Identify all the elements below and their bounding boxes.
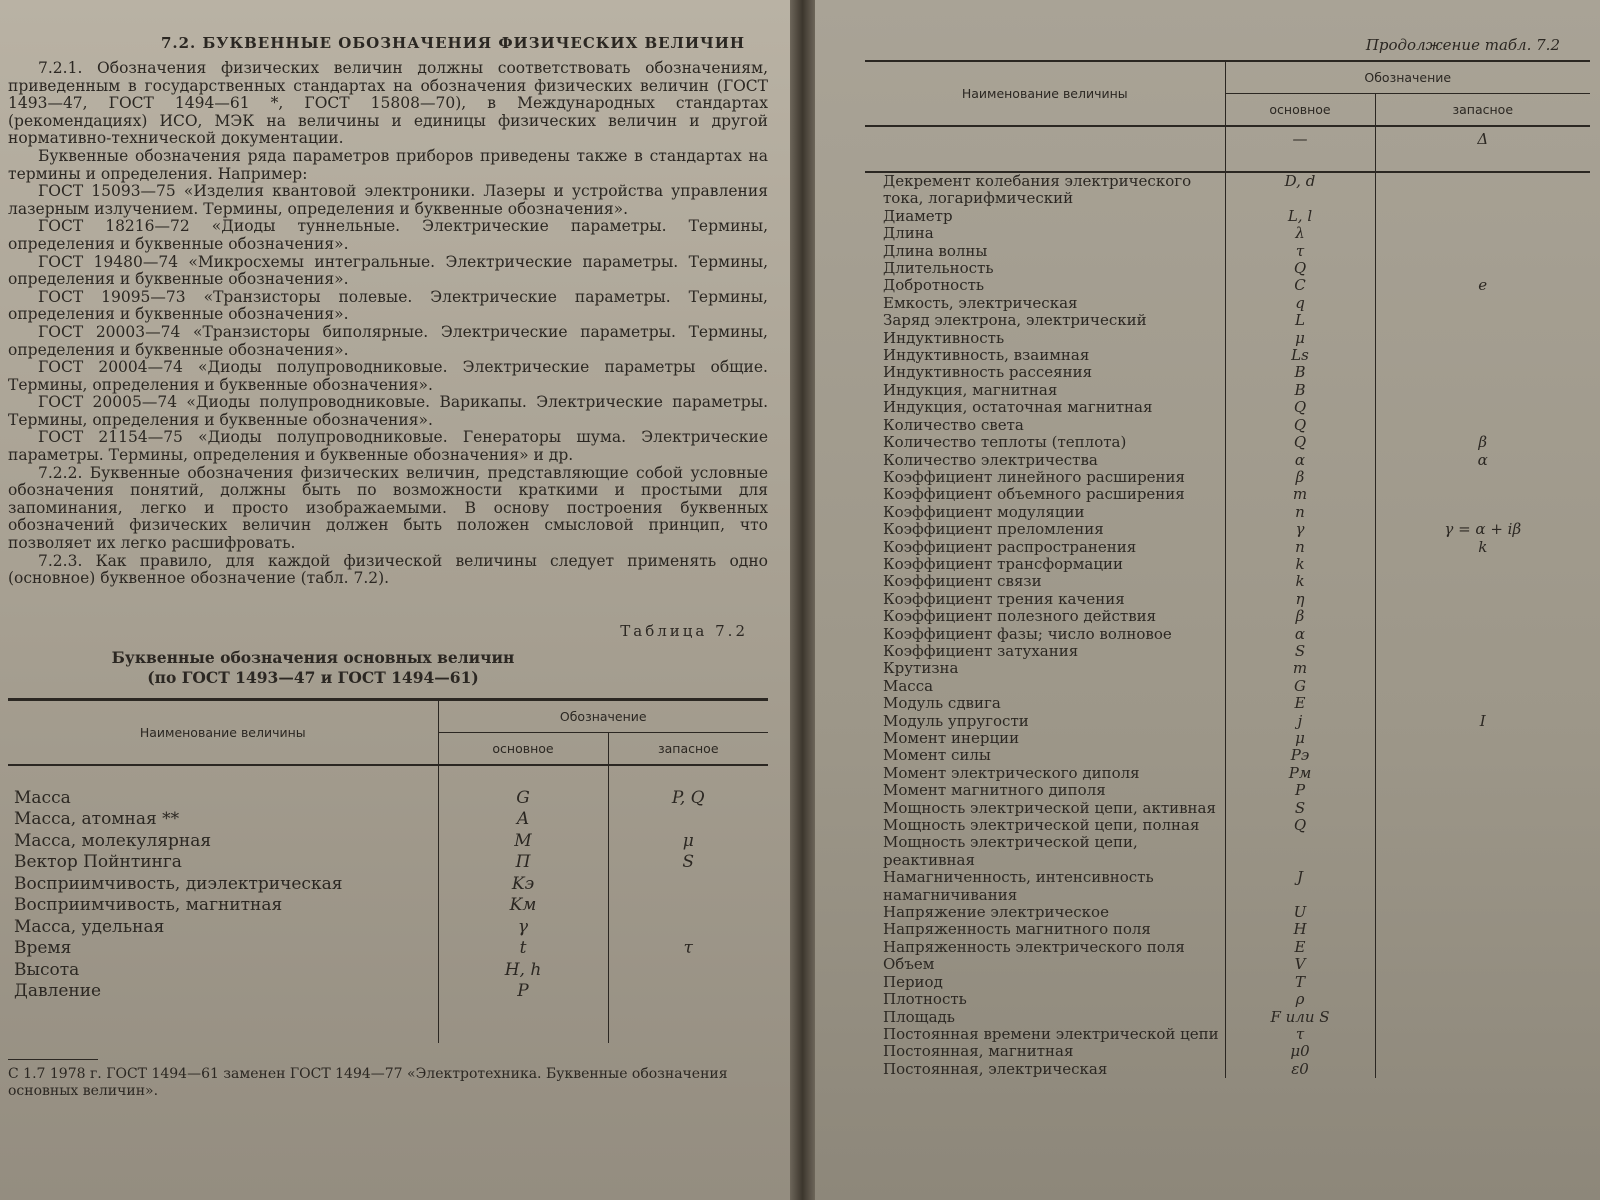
quantity-name: Напряжение электрическое	[883, 903, 1109, 922]
table-row	[865, 260, 1590, 277]
paragraph: ГОСТ 15093—75 «Изделия квантовой электроники. Лазеры и устройства управления лазерным излучением. Термины, определения и буквенные обозначения».	[8, 182, 768, 218]
main-symbol: D, d	[1225, 172, 1375, 208]
main-symbol: k	[1225, 556, 1375, 573]
paragraph: 7.2.3. Как правило, для каждой физической величины следует применять одно (основное) буквенное обозначение (табл. 7.2).	[8, 551, 768, 588]
quantity-name: Модуль упругости	[883, 711, 1029, 730]
quantity-name: Намагниченность, интенсивность намагничивания	[883, 868, 1154, 904]
reserve-symbol	[1375, 330, 1590, 347]
quantity-name: Площадь	[883, 1007, 955, 1026]
table-row	[865, 608, 1590, 625]
main-symbol: Ls	[1225, 347, 1375, 364]
table-row	[865, 556, 1590, 573]
table-row	[8, 852, 768, 874]
main-symbol: μ	[1225, 730, 1375, 747]
main-symbol: Q	[1225, 434, 1375, 451]
table-row	[865, 939, 1590, 956]
reserve-symbol	[1375, 626, 1590, 643]
table-row	[865, 347, 1590, 364]
main-symbol: β	[1225, 469, 1375, 486]
quantity-name: Давление	[14, 981, 102, 1002]
reserve-symbol	[1375, 800, 1590, 817]
main-symbol: ε0	[1225, 1061, 1375, 1078]
table-row	[865, 521, 1590, 538]
reserve-symbol: I	[1375, 713, 1590, 730]
main-symbol: B	[1225, 382, 1375, 399]
main-symbol: Q	[1225, 260, 1375, 277]
quantity-name: Коэффициент модуляции	[883, 502, 1085, 521]
quantity-name: Модуль сдвига	[883, 694, 1001, 713]
table-row	[865, 956, 1590, 973]
quantity-name: Постоянная, магнитная	[883, 1042, 1074, 1061]
table-row	[865, 330, 1590, 347]
reserve-symbol	[608, 981, 768, 1043]
reserve-symbol	[1375, 573, 1590, 590]
main-symbol: β	[1225, 608, 1375, 625]
table-row	[8, 917, 768, 939]
table-row	[865, 172, 1590, 208]
table-row	[865, 643, 1590, 660]
main-symbol: k	[1225, 573, 1375, 590]
reserve-symbol	[1375, 1026, 1590, 1043]
quantity-name: Восприимчивость, диэлектрическая	[14, 873, 343, 894]
paragraph: Буквенные обозначения ряда параметров приборов приведены также в стандартах на термины и определения. Например:	[8, 146, 768, 183]
main-symbol: μ	[1225, 330, 1375, 347]
main-symbol: Kм	[438, 895, 608, 917]
reserve-symbol	[1375, 921, 1590, 938]
quantity-name: Диаметр	[883, 206, 953, 225]
main-symbol: F или S	[1225, 1009, 1375, 1026]
reserve-symbol	[1375, 608, 1590, 625]
quantity-name: Восприимчивость, магнитная	[14, 895, 283, 916]
paragraph: ГОСТ 20004—74 «Диоды полупроводниковые. Электрические параметры общие. Термины, определения и буквенные обозначения».	[8, 358, 768, 394]
quantity-name: Мощность электрической цепи, активная	[883, 798, 1216, 817]
paragraph: ГОСТ 19095—73 «Транзисторы полевые. Электрические параметры. Термины, определения и буквенные обозначения».	[8, 287, 768, 324]
quantity-name: Масса, удельная	[14, 916, 165, 937]
right-page	[815, 0, 1600, 1200]
reserve-symbol	[1375, 556, 1590, 573]
reserve-symbol	[1375, 504, 1590, 521]
table-row	[865, 921, 1590, 938]
reserve-symbol	[1375, 747, 1590, 764]
table-row	[8, 981, 768, 1043]
main-symbol: n	[1225, 539, 1375, 556]
reserve-symbol	[1375, 312, 1590, 329]
reserve-symbol	[1375, 730, 1590, 747]
reserve-symbol	[1375, 172, 1590, 208]
table-title	[8, 648, 618, 688]
table-row	[865, 243, 1590, 260]
table-row	[865, 469, 1590, 486]
quantity-name: Время	[14, 938, 72, 959]
designations-table-continued	[865, 60, 1590, 1078]
header-name: Наименование величины	[8, 699, 438, 765]
main-symbol: t	[438, 938, 608, 960]
paragraph: ГОСТ 21154—75 «Диоды полупроводниковые. Генераторы шума. Электрические параметры. Термины, определения и буквенные обозначения» и др.	[8, 428, 768, 465]
reserve-symbol	[1375, 260, 1590, 277]
reserve-symbol	[1375, 295, 1590, 312]
quantity-name: Коэффициент связи	[883, 572, 1042, 591]
left-page	[0, 0, 790, 1200]
main-symbol: L, l	[1225, 208, 1375, 225]
main-symbol: q	[1225, 295, 1375, 312]
main-symbol: γ	[1225, 521, 1375, 538]
table-row	[865, 1061, 1590, 1078]
main-symbol: E	[1225, 695, 1375, 712]
reserve-symbol	[1375, 817, 1590, 834]
reserve-symbol	[1375, 347, 1590, 364]
main-symbol: α	[1225, 626, 1375, 643]
paragraph: ГОСТ 18216—72 «Диоды туннельные. Электрические параметры. Термины, определения и буквенные обозначения».	[8, 217, 768, 253]
table-row	[8, 765, 768, 810]
table-row	[865, 486, 1590, 503]
quantity-name: Количество электричества	[883, 450, 1098, 469]
table-row	[865, 765, 1590, 782]
quantity-name: Индуктивность рассеяния	[883, 363, 1093, 382]
reserve-symbol	[1375, 956, 1590, 973]
header-designation: Обозначение	[1225, 61, 1590, 94]
reserve-symbol	[1375, 417, 1590, 434]
footnote: С 1.7 1978 г. ГОСТ 1494—61 заменен ГОСТ 1494—77 «Электротехника. Буквенные обозначения основных величин».	[8, 1065, 728, 1099]
reserve-symbol: τ	[608, 938, 768, 960]
quantity-name: Плотность	[883, 990, 967, 1009]
main-symbol: J	[1225, 869, 1375, 904]
main-symbol: μ0	[1225, 1043, 1375, 1060]
main-symbol: U	[1225, 904, 1375, 921]
reserve-symbol: k	[1375, 539, 1590, 556]
table-row	[865, 713, 1590, 730]
reserve-symbol: α	[1375, 452, 1590, 469]
quantity-name: Масса, атомная **	[14, 809, 180, 830]
quantity-name: Декремент колебания электрического тока, логарифмический	[883, 172, 1192, 208]
reserve-symbol	[1375, 660, 1590, 677]
table-row	[8, 938, 768, 960]
main-symbol: P	[438, 981, 608, 1043]
main-symbol: S	[1225, 800, 1375, 817]
quantity-name: Напряженность электрического поля	[883, 937, 1185, 956]
reserve-symbol	[1375, 904, 1590, 921]
main-symbol: η	[1225, 591, 1375, 608]
quantity-name: Коэффициент объемного расширения	[883, 485, 1185, 504]
reserve-symbol	[1375, 382, 1590, 399]
quantity-name: Момент силы	[883, 746, 991, 765]
reserve-symbol	[1375, 869, 1590, 904]
table-row	[865, 312, 1590, 329]
quantity-name: Постоянная, электрическая	[883, 1059, 1108, 1078]
footnote-rule	[8, 1059, 98, 1060]
reserve-symbol	[1375, 1043, 1590, 1060]
reserve-symbol	[1375, 974, 1590, 991]
quantity-name: Коэффициент полезного действия	[883, 607, 1157, 626]
table-row	[865, 626, 1590, 643]
table-row	[865, 539, 1590, 556]
table-row	[865, 747, 1590, 764]
table-title-line: (по ГОСТ 1493—47 и ГОСТ 1494—61)	[147, 667, 479, 687]
reserve-symbol	[608, 874, 768, 896]
main-symbol: τ	[1225, 243, 1375, 260]
reserve-symbol: μ	[608, 831, 768, 853]
main-symbol: m	[1225, 660, 1375, 677]
reserve-symbol: P, Q	[608, 765, 768, 810]
main-symbol: V	[1225, 956, 1375, 973]
table-row	[865, 1026, 1590, 1043]
table-row	[8, 809, 768, 831]
reserve-symbol	[1375, 782, 1590, 799]
reserve-symbol: Δ	[1375, 126, 1590, 172]
reserve-symbol	[1375, 208, 1590, 225]
table-row	[865, 225, 1590, 242]
main-symbol: G	[438, 765, 608, 810]
table-row	[8, 895, 768, 917]
quantity-name: Индукция, магнитная	[883, 380, 1058, 399]
table-row	[865, 1043, 1590, 1060]
reserve-symbol	[1375, 1009, 1590, 1026]
main-symbol: P	[1225, 782, 1375, 799]
main-symbol: Q	[1225, 817, 1375, 834]
table-row	[865, 817, 1590, 834]
reserve-symbol	[608, 895, 768, 917]
header-name: Наименование величины	[865, 61, 1225, 126]
table-row	[865, 904, 1590, 921]
quantity-name: Момент магнитного диполя	[883, 781, 1106, 800]
main-symbol: Q	[1225, 417, 1375, 434]
main-symbol: M	[438, 831, 608, 853]
main-symbol: Kэ	[438, 874, 608, 896]
paragraph: ГОСТ 20003—74 «Транзисторы биполярные. Электрические параметры. Термины, определения и буквенные обозначения».	[8, 322, 768, 359]
table-row	[865, 417, 1590, 434]
table-row	[865, 382, 1590, 399]
table-row	[8, 874, 768, 896]
main-symbol: П	[438, 852, 608, 874]
quantity-name: Количество света	[883, 415, 1024, 434]
reserve-symbol	[1375, 643, 1590, 660]
table-row	[865, 869, 1590, 904]
table-row	[865, 573, 1590, 590]
main-symbol: H	[1225, 921, 1375, 938]
reserve-symbol	[1375, 939, 1590, 956]
reserve-symbol	[1375, 1061, 1590, 1078]
reserve-symbol	[608, 917, 768, 939]
table-row	[865, 974, 1590, 991]
paragraph: ГОСТ 19480—74 «Микросхемы интегральные. Электрические параметры. Термины, определения и буквенные обозначения».	[8, 252, 768, 289]
paragraph: 7.2.2. Буквенные обозначения физических величин, представляющие собой условные обозначения понятий, должны быть по возможности краткими и простыми для запоминания, легко и просто изображаемыми. В основу построения буквенных обозначений физических величин должен быть положен смысловой принцип, что позволяет их легко расшифровать.	[8, 463, 768, 553]
quantity-name: Емкость, электрическая	[883, 293, 1078, 312]
quantity-name: Длина волны	[883, 241, 988, 260]
quantity-name: Объем	[883, 955, 935, 974]
table-row	[865, 295, 1590, 312]
reserve-symbol	[608, 809, 768, 831]
main-symbol: H, h	[438, 960, 608, 982]
reserve-symbol: γ = α + iβ	[1375, 521, 1590, 538]
quantity-name: Индуктивность, взаимная	[883, 346, 1090, 365]
reserve-symbol	[1375, 765, 1590, 782]
main-symbol: Pм	[1225, 765, 1375, 782]
quantity-name: Вектор Пойнтинга	[14, 852, 182, 873]
section-title: 7.2. БУКВЕННЫЕ ОБОЗНАЧЕНИЯ ФИЗИЧЕСКИХ ВЕЛИЧИН	[160, 34, 746, 52]
table-row	[865, 800, 1590, 817]
header-reserve: запасное	[608, 732, 768, 765]
quantity-name: Момент электрического диполя	[883, 763, 1140, 782]
main-symbol: Q	[1225, 399, 1375, 416]
quantity-name: Высота	[14, 959, 80, 980]
main-symbol: C	[1225, 277, 1375, 294]
table-row	[8, 960, 768, 982]
main-symbol: T	[1225, 974, 1375, 991]
quantity-name: Индукция, остаточная магнитная	[883, 398, 1153, 417]
header-main: основное	[1225, 94, 1375, 127]
quantity-name: Период	[883, 972, 943, 991]
table-title-line: Буквенные обозначения основных величин	[111, 647, 515, 667]
table-row	[865, 678, 1590, 695]
reserve-symbol	[1375, 399, 1590, 416]
main-symbol: j	[1225, 713, 1375, 730]
table-row	[865, 834, 1590, 869]
reserve-symbol	[608, 960, 768, 982]
table-row	[865, 695, 1590, 712]
quantity-name: Длина	[883, 224, 934, 243]
table-row	[865, 504, 1590, 521]
main-symbol: —	[1225, 126, 1375, 172]
quantity-name: Масса	[883, 676, 934, 695]
quantity-name: Масса, молекулярная	[14, 830, 212, 851]
reserve-symbol: β	[1375, 434, 1590, 451]
quantity-name: Коэффициент линейного расширения	[883, 467, 1186, 486]
header-main: основное	[438, 732, 608, 765]
quantity-name: Момент инерции	[883, 729, 1020, 747]
table-row	[865, 591, 1590, 608]
continuation-caption: Продолжение табл. 7.2	[1365, 36, 1560, 54]
table-body	[8, 765, 768, 1043]
quantity-name: Длительность	[883, 259, 994, 278]
quantity-name: Коэффициент преломления	[883, 520, 1104, 539]
table-row	[865, 364, 1590, 381]
main-symbol: B	[1225, 364, 1375, 381]
reserve-symbol	[1375, 486, 1590, 503]
header-reserve: запасное	[1375, 94, 1590, 127]
quantity-name: Добротность	[883, 276, 985, 295]
table-row	[865, 126, 1590, 172]
quantity-name: Крутизна	[883, 659, 959, 678]
quantity-name: Мощность электрической цепи, реактивная	[883, 833, 1138, 869]
table-row	[865, 277, 1590, 294]
reserve-symbol	[1375, 225, 1590, 242]
reserve-symbol	[1375, 991, 1590, 1008]
main-symbol: S	[1225, 643, 1375, 660]
quantity-name: Коэффициент фазы; число волновое	[883, 624, 1172, 643]
main-symbol: τ	[1225, 1026, 1375, 1043]
table-row	[865, 782, 1590, 799]
table-row	[865, 991, 1590, 1008]
quantity-name: Количество теплоты (теплота)	[883, 433, 1127, 452]
quantity-name: Мощность электрической цепи, полная	[883, 816, 1200, 835]
main-symbol: L	[1225, 312, 1375, 329]
table-row	[865, 1009, 1590, 1026]
quantity-name: Коэффициент затухания	[883, 641, 1079, 660]
quantity-name: Индуктивность	[883, 328, 1005, 347]
quantity-name: Коэффициент распространения	[883, 537, 1137, 556]
main-symbol: A	[438, 809, 608, 831]
main-symbol: G	[1225, 678, 1375, 695]
reserve-symbol: e	[1375, 277, 1590, 294]
table-row	[865, 208, 1590, 225]
table-caption: Таблица 7.2	[620, 621, 748, 640]
main-symbol: m	[1225, 486, 1375, 503]
quantity-name: Масса	[14, 787, 71, 808]
main-symbol: Pэ	[1225, 747, 1375, 764]
table-body	[865, 126, 1590, 1078]
quantity-name: Заряд электрона, электрический	[883, 311, 1147, 330]
reserve-symbol	[1375, 695, 1590, 712]
paragraph: 7.2.1. Обозначения физических величин должны соответствовать обозначениям, приведенным в государственных стандартах на обозначения физических величин (ГОСТ 1493—47, ГОСТ 1494—61 *, ГОСТ 15808—70), в Международных стандартах (рекомендациях) ИСО, МЭК на величины и единицы физических величин и другой нормативно-технической документации.	[8, 59, 768, 148]
header-designation: Обозначение	[438, 699, 768, 732]
reserve-symbol	[1375, 243, 1590, 260]
main-symbol: γ	[438, 917, 608, 939]
table-row	[865, 452, 1590, 469]
table-row	[865, 434, 1590, 451]
reserve-symbol: S	[608, 852, 768, 874]
main-symbol: n	[1225, 504, 1375, 521]
reserve-symbol	[1375, 591, 1590, 608]
main-symbol: ρ	[1225, 991, 1375, 1008]
table-row	[865, 730, 1590, 747]
designations-table	[8, 698, 768, 1043]
main-symbol: E	[1225, 939, 1375, 956]
quantity-name: Напряженность магнитного поля	[883, 920, 1151, 939]
quantity-name: Коэффициент трансформации	[883, 554, 1123, 573]
quantity-name: Коэффициент трения качения	[883, 589, 1125, 608]
book-gutter	[790, 0, 815, 1200]
table-row	[865, 399, 1590, 416]
main-symbol	[1225, 834, 1375, 869]
table-row	[865, 660, 1590, 677]
quantity-name: Постоянная времени электрической цепи	[883, 1024, 1219, 1043]
main-symbol: λ	[1225, 225, 1375, 242]
paragraph: ГОСТ 20005—74 «Диоды полупроводниковые. Варикапы. Электрические параметры. Термины, определения и буквенные обозначения».	[8, 393, 768, 429]
main-symbol: α	[1225, 452, 1375, 469]
reserve-symbol	[1375, 469, 1590, 486]
reserve-symbol	[1375, 678, 1590, 695]
reserve-symbol	[1375, 364, 1590, 381]
reserve-symbol	[1375, 834, 1590, 869]
table-row	[8, 831, 768, 853]
